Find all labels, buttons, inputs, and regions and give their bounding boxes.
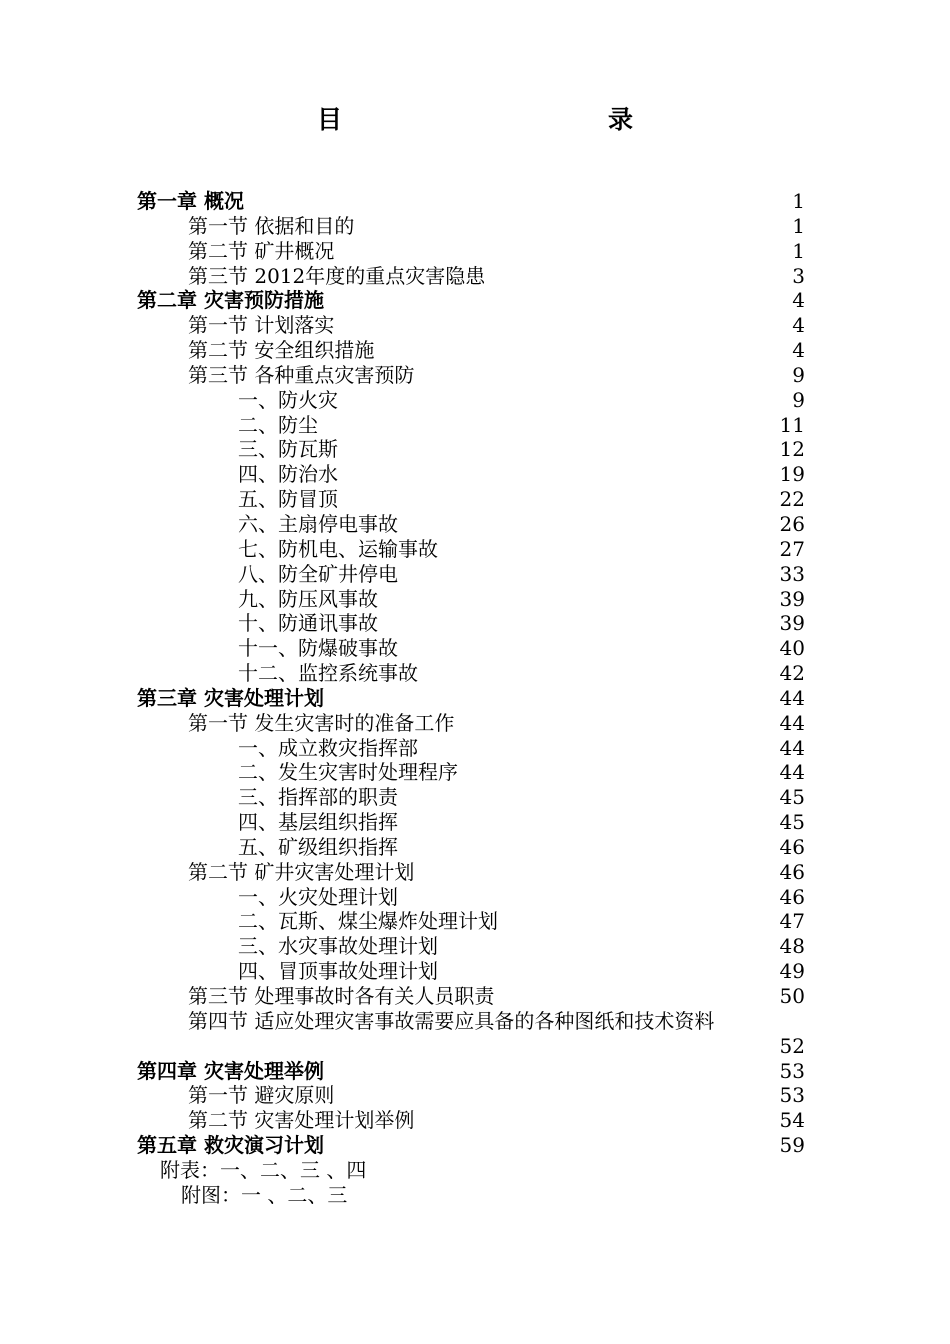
toc-entry-page-number: 40 <box>779 636 805 661</box>
toc-section-entry[interactable] <box>0 239 950 264</box>
toc-entry-page-number: 44 <box>779 735 805 760</box>
toc-entry-label: 附图：一 、二、三 <box>181 1182 348 1207</box>
toc-entry-label: 第三节 处理事故时各有关人员职责 <box>188 984 495 1008</box>
toc-entry-label: 五、矿级组织指挥 <box>238 834 398 859</box>
toc-section-entry[interactable] <box>0 1083 950 1108</box>
toc-entry-label: 第一章 概况 <box>137 189 244 213</box>
toc-entry-page-number: 4 <box>792 288 805 313</box>
toc-subsection-entry[interactable] <box>0 885 950 910</box>
toc-subsection-entry[interactable] <box>0 810 950 835</box>
toc-section-entry[interactable] <box>0 1034 950 1059</box>
toc-entry-page-number: 48 <box>779 934 805 959</box>
toc-entry-label: 第三章 灾害处理计划 <box>137 685 324 710</box>
toc-subsection-entry[interactable] <box>0 835 950 860</box>
toc-subsection-entry[interactable] <box>0 388 950 413</box>
toc-entry-label: 一、成立救灾指挥部 <box>238 735 418 760</box>
toc-appendix-entry[interactable] <box>0 1158 950 1183</box>
toc-entry-label: 八、防全矿井停电 <box>238 561 398 586</box>
toc-subsection-entry[interactable] <box>0 959 950 984</box>
toc-entry-label: 第五章 救灾演习计划 <box>137 1133 324 1158</box>
toc-entry-page-number: 59 <box>779 1133 805 1158</box>
toc-entry-page-number: 1 <box>792 213 805 238</box>
toc-entry-page-number: 54 <box>779 1108 805 1133</box>
toc-entry-page-number: 42 <box>779 661 805 686</box>
toc-section-entry[interactable] <box>0 711 950 736</box>
toc-chapter-entry[interactable] <box>0 1059 950 1084</box>
toc-entry-page-number: 4 <box>792 313 805 338</box>
toc-entry-label: 四、基层组织指挥 <box>238 810 398 835</box>
toc-section-entry[interactable] <box>0 338 950 363</box>
toc-appendix-entry[interactable] <box>0 1183 950 1208</box>
toc-subsection-entry[interactable] <box>0 611 950 636</box>
toc-entry-label: 第二章 灾害预防措施 <box>137 288 324 313</box>
toc-entry-page-number: 12 <box>779 437 805 462</box>
toc-section-entry[interactable] <box>0 860 950 885</box>
toc-subsection-entry[interactable] <box>0 736 950 761</box>
toc-entry-page-number: 11 <box>779 412 805 437</box>
toc-entry-page-number: 33 <box>779 561 805 586</box>
toc-entry-page-number: 46 <box>779 859 805 884</box>
toc-entry-page-number: 1 <box>792 189 805 213</box>
toc-entry-label: 十一、防爆破事故 <box>238 636 398 661</box>
toc-entry-page-number: 19 <box>779 462 805 487</box>
toc-entry-label: 二、发生灾害时处理程序 <box>238 760 458 785</box>
toc-entry-label: 九、防压风事故 <box>238 586 378 611</box>
toc-entry-page-number: 50 <box>779 984 805 1008</box>
toc-entry-page-number: 9 <box>792 362 805 387</box>
toc-subsection-entry[interactable] <box>0 785 950 810</box>
toc-section-entry[interactable] <box>0 363 950 388</box>
toc-subsection-entry[interactable] <box>0 562 950 587</box>
toc-entry-label: 十、防通讯事故 <box>238 611 378 636</box>
toc-subsection-entry[interactable] <box>0 512 950 537</box>
toc-entry-page-number: 27 <box>779 536 805 561</box>
toc-section-entry[interactable] <box>0 264 950 289</box>
toc-chapter-entry[interactable] <box>0 189 950 214</box>
toc-subsection-entry[interactable] <box>0 760 950 785</box>
toc-subsection-entry[interactable] <box>0 661 950 686</box>
toc-entry-page-number: 53 <box>779 1058 805 1083</box>
toc-subsection-entry[interactable] <box>0 487 950 512</box>
toc-entry-page-number: 49 <box>779 959 805 984</box>
toc-entry-label: 第三节 2012年度的重点灾害隐患 <box>188 263 486 288</box>
toc-chapter-entry[interactable] <box>0 288 950 313</box>
toc-entry-page-number: 53 <box>779 1083 805 1108</box>
toc-entry-page-number: 52 <box>779 1033 805 1058</box>
toc-subsection-entry[interactable] <box>0 462 950 487</box>
toc-entry-label: 一、火灾处理计划 <box>238 884 398 909</box>
toc-entry-page-number: 22 <box>779 487 805 512</box>
toc-entry-label: 第三节 各种重点灾害预防 <box>188 362 415 387</box>
toc-entry-label: 七、防机电、运输事故 <box>238 536 438 561</box>
toc-entry-page-number: 3 <box>792 263 805 288</box>
toc-entry-label: 一、防火灾 <box>238 387 338 412</box>
toc-subsection-entry[interactable] <box>0 437 950 462</box>
toc-entry-page-number: 4 <box>792 338 805 363</box>
toc-entry-label: 四、冒顶事故处理计划 <box>238 959 438 984</box>
toc-entry-page-number: 9 <box>792 387 805 412</box>
toc-entry-label: 第四章 灾害处理举例 <box>137 1058 324 1083</box>
toc-entry-label: 附表：一、二、三 、四 <box>160 1157 367 1182</box>
toc-entry-label: 十二、监控系统事故 <box>238 661 418 686</box>
toc-entry-label: 第二节 灾害处理计划举例 <box>188 1108 415 1133</box>
toc-entry-label: 第一节 计划落实 <box>188 313 335 338</box>
table-of-contents <box>0 189 950 1208</box>
toc-section-entry[interactable] <box>0 313 950 338</box>
toc-entry-page-number: 45 <box>779 785 805 810</box>
toc-section-entry[interactable] <box>0 1108 950 1133</box>
toc-entry-page-number: 26 <box>779 511 805 536</box>
toc-subsection-entry[interactable] <box>0 537 950 562</box>
toc-entry-label: 第一节 发生灾害时的准备工作 <box>188 710 455 735</box>
toc-entry-page-number: 46 <box>779 834 805 859</box>
toc-entry-label: 六、主扇停电事故 <box>238 511 398 536</box>
toc-entry-page-number: 44 <box>779 710 805 735</box>
toc-entry-label: 三、防瓦斯 <box>238 437 338 462</box>
toc-entry-label: 第二节 安全组织措施 <box>188 338 375 363</box>
toc-subsection-entry[interactable] <box>0 587 950 612</box>
toc-entry-label: 四、防治水 <box>238 462 338 487</box>
toc-entry-label: 五、防冒顶 <box>238 487 338 512</box>
toc-entry-page-number: 44 <box>779 685 805 710</box>
toc-entry-page-number: 1 <box>792 238 805 263</box>
toc-chapter-entry[interactable] <box>0 686 950 711</box>
toc-section-entry[interactable] <box>0 1009 950 1034</box>
toc-entry-label: 二、防尘 <box>238 412 318 437</box>
toc-subsection-entry[interactable] <box>0 934 950 959</box>
toc-entry-label: 第四节 适应处理灾害事故需要应具备的各种图纸和技术资料 <box>188 1008 715 1033</box>
toc-section-entry[interactable] <box>0 984 950 1009</box>
toc-entry-page-number: 39 <box>779 611 805 636</box>
toc-entry-page-number: 47 <box>779 909 805 934</box>
toc-chapter-entry[interactable] <box>0 1133 950 1158</box>
page-title: 目 录 <box>316 105 705 134</box>
toc-subsection-entry[interactable] <box>0 909 950 934</box>
toc-entry-label: 第一节 避灾原则 <box>188 1083 335 1108</box>
toc-section-entry[interactable] <box>0 214 950 239</box>
toc-subsection-entry[interactable] <box>0 413 950 438</box>
toc-entry-page-number: 45 <box>779 810 805 835</box>
toc-entry-label: 三、水灾事故处理计划 <box>238 934 438 959</box>
toc-entry-label: 二、瓦斯、煤尘爆炸处理计划 <box>238 909 498 934</box>
toc-entry-label: 第二节 矿井灾害处理计划 <box>188 859 415 884</box>
toc-entry-page-number: 39 <box>779 586 805 611</box>
toc-entry-label: 第二节 矿井概况 <box>188 238 335 263</box>
toc-entry-label: 第一节 依据和目的 <box>188 213 355 238</box>
toc-entry-page-number: 44 <box>779 760 805 785</box>
toc-entry-label: 三、指挥部的职责 <box>238 785 398 810</box>
toc-subsection-entry[interactable] <box>0 636 950 661</box>
toc-entry-page-number: 46 <box>779 884 805 909</box>
